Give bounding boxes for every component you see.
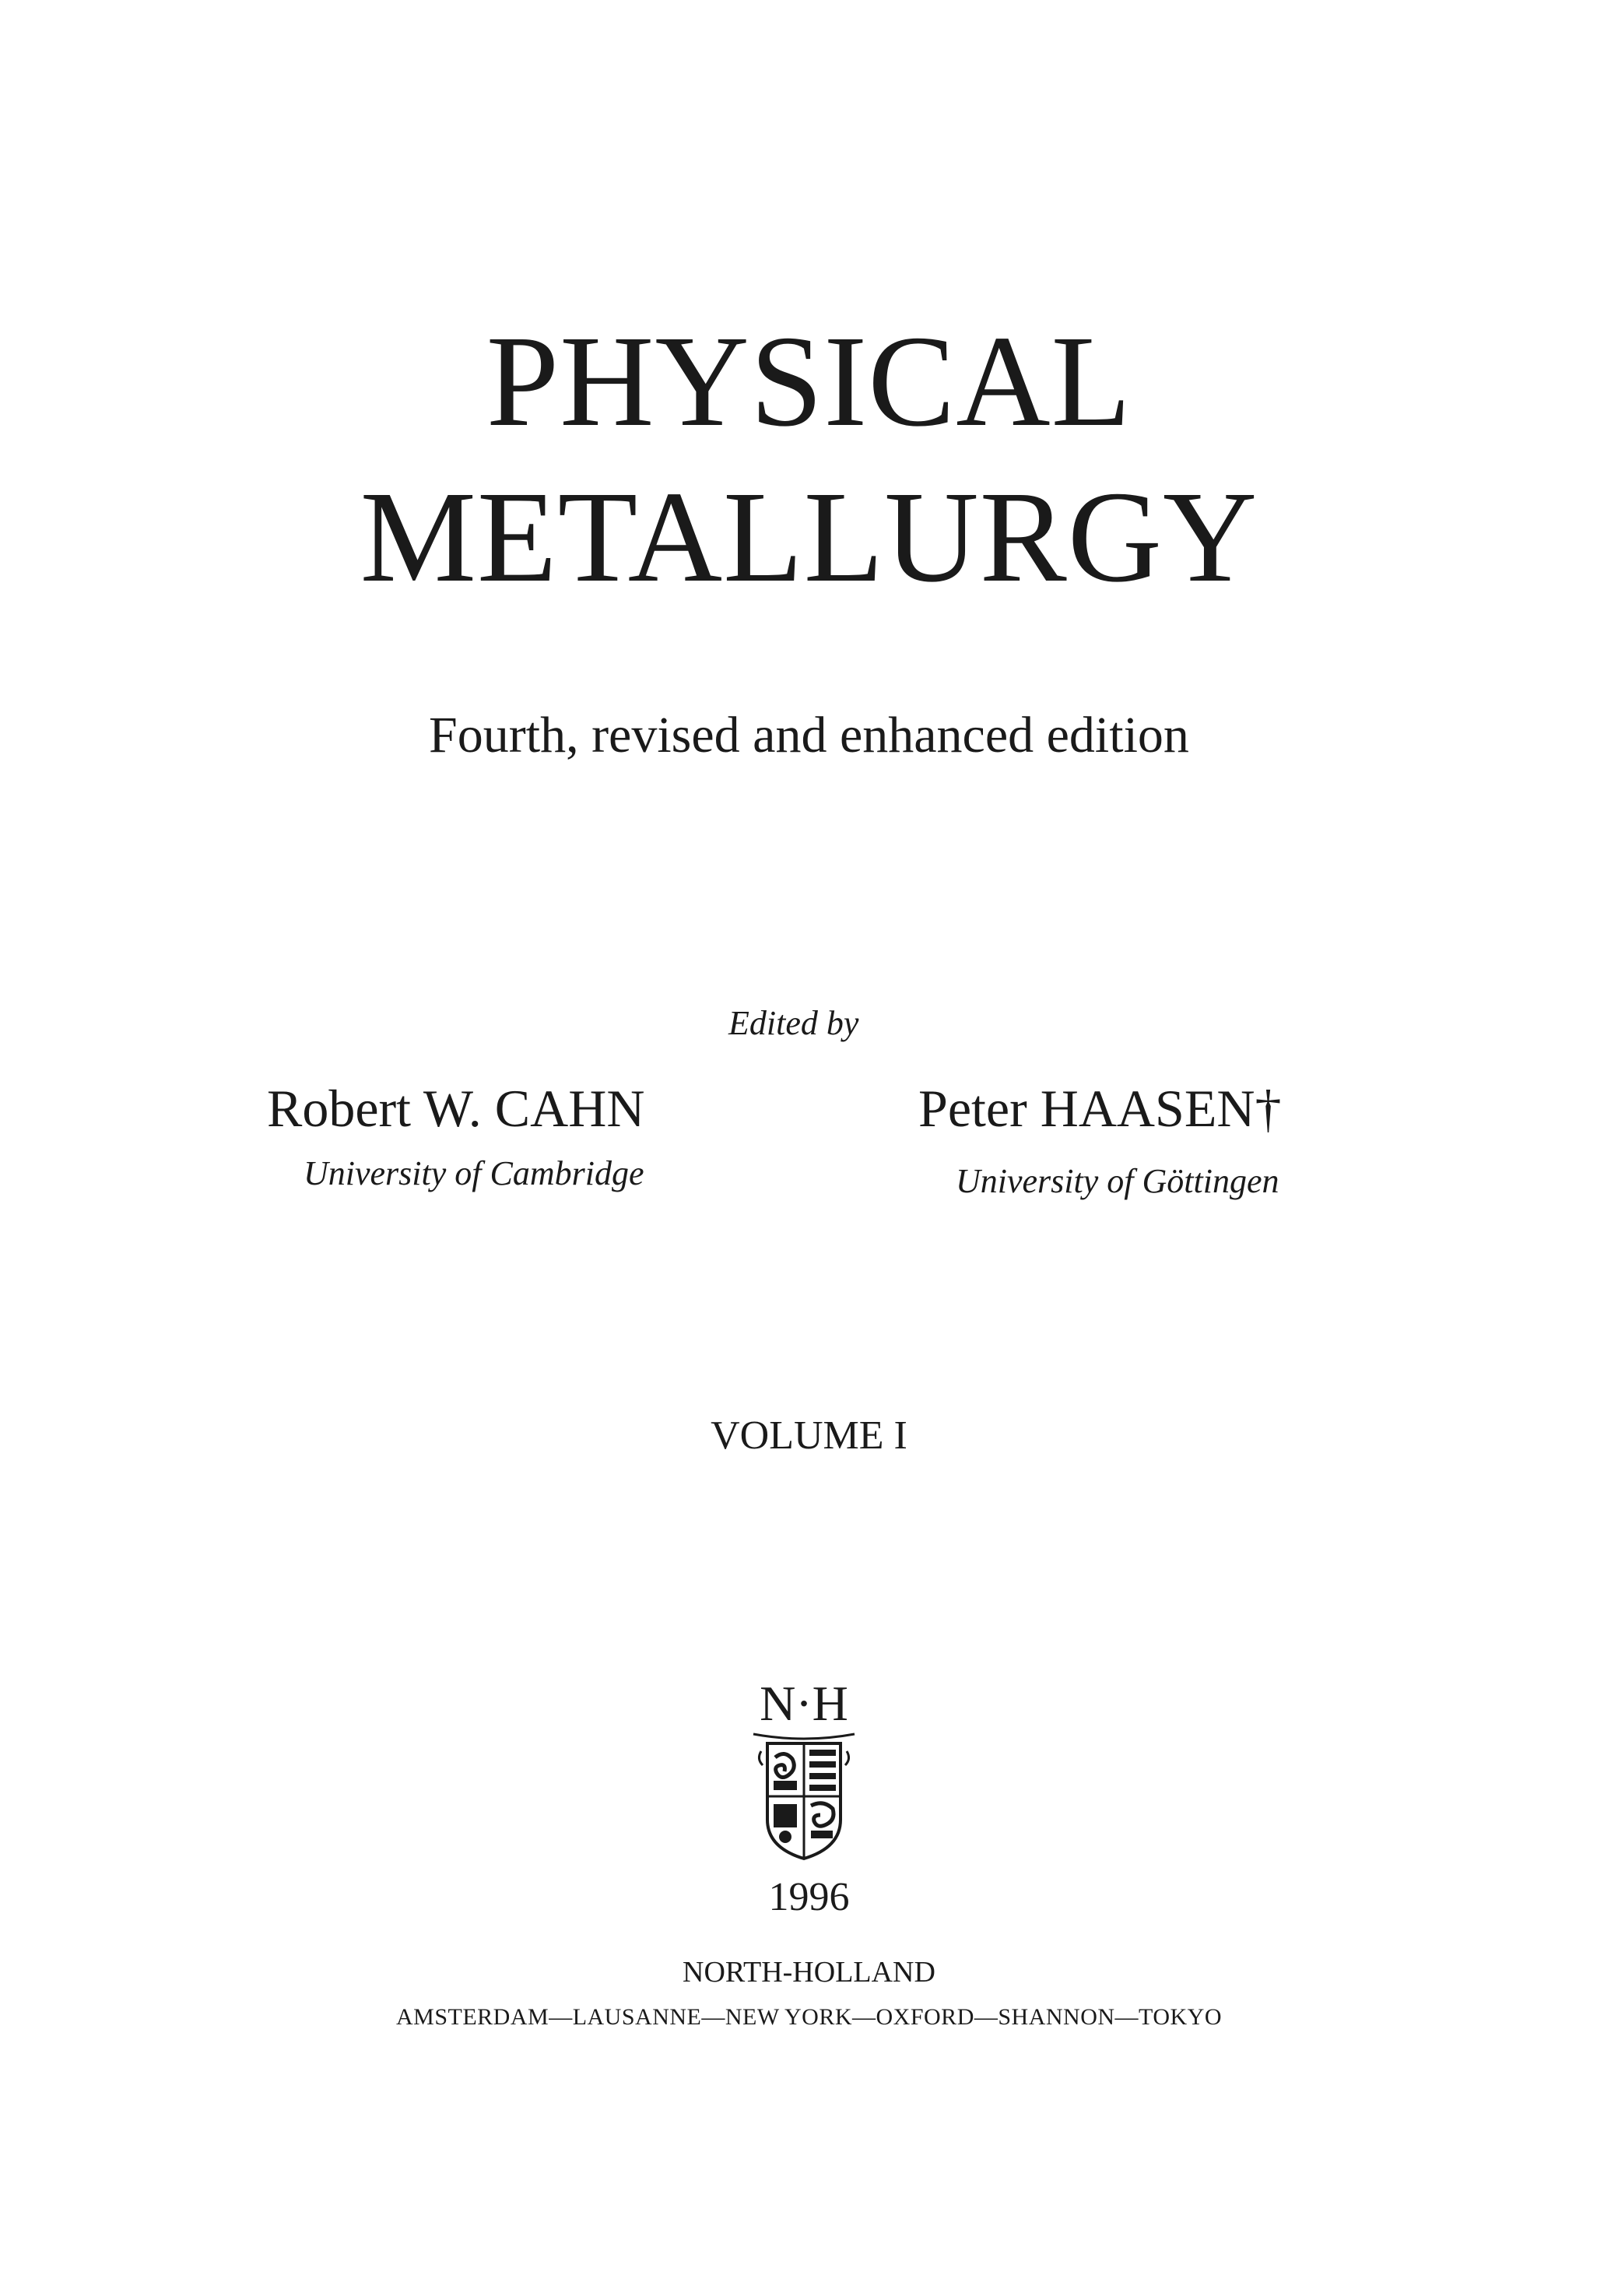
- publisher-crest-icon: [746, 1672, 862, 1866]
- editor-affiliation-cambridge: University of Cambridge: [304, 1154, 644, 1192]
- publisher-cities: AMSTERDAM—LAUSANNE—NEW YORK—OXFORD—SHANNON—TOKYO: [396, 2004, 1222, 2030]
- volume-label: VOLUME I: [711, 1413, 907, 1458]
- editor-affiliation-gottingen: University of Göttingen: [956, 1162, 1279, 1200]
- editor-name-haasen: Peter HAASEN†: [918, 1079, 1282, 1138]
- publisher-logo: [746, 1672, 862, 1866]
- title-line-2: METALLURGY: [360, 465, 1258, 609]
- edition-subtitle: Fourth, revised and enhanced edition: [429, 707, 1189, 764]
- editor-name-cahn: Robert W. CAHN: [267, 1079, 645, 1138]
- logo-text: N·H: [760, 1676, 848, 1731]
- publisher-name: NORTH-HOLLAND: [683, 1956, 935, 1989]
- title-line-1: PHYSICAL: [486, 309, 1132, 454]
- publication-year: 1996: [768, 1875, 850, 1919]
- edited-by-label: Edited by: [728, 1004, 859, 1042]
